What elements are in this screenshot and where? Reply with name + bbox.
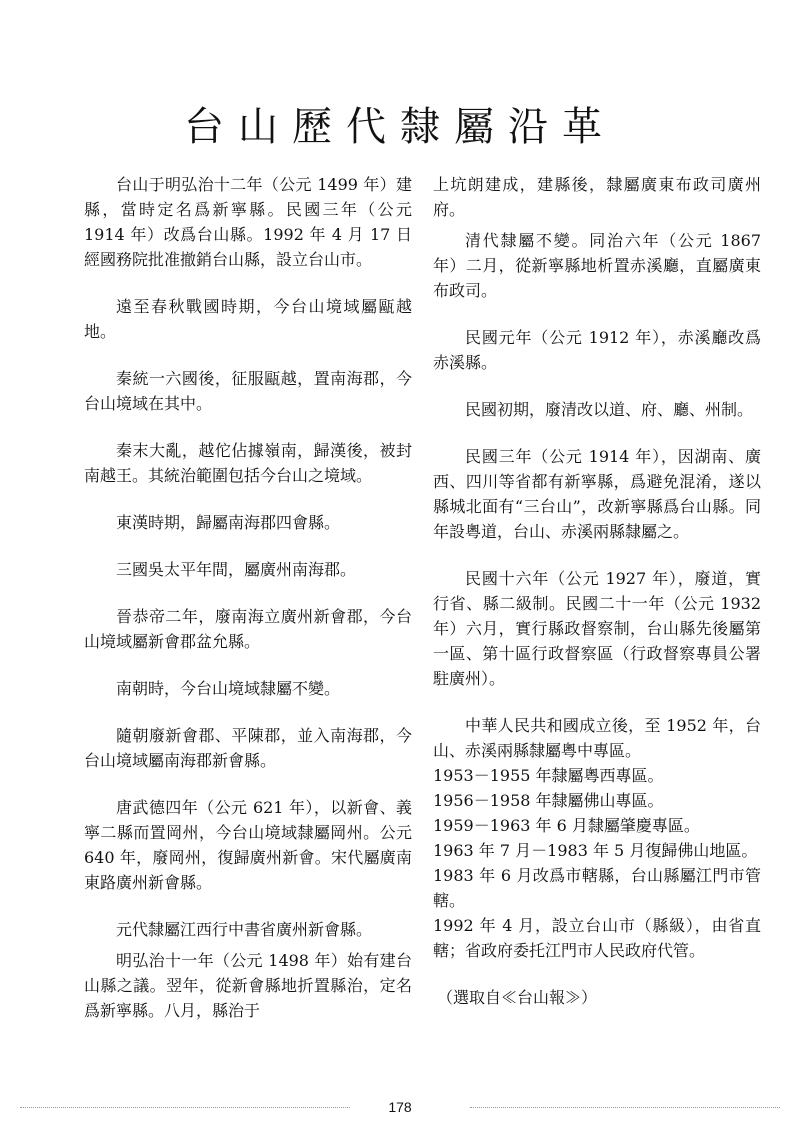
paragraph-minguo-1914: 民國三年（公元 1914 年），因湖南、廣西、四川等省都有新寧縣，爲避免混淆，遂以縣城北面有“三台山”，改新寧縣爲台山縣。同年設粵道，台山、赤溪兩縣隸屬之。 (433, 447, 761, 541)
left-column (84, 172, 412, 1023)
page-number: 178 (388, 1099, 412, 1115)
paragraph-three-kingdoms: 三國吳太平年間，屬廣州南海郡。 (116, 560, 357, 579)
timeline-item: 1983 年 6 月改爲市轄縣，台山縣屬江門市管轄。 (433, 866, 761, 910)
paragraph-prc: 中華人民共和國成立後，至 1952 年，台山、赤溪兩縣隸屬粵中專區。 (433, 716, 761, 760)
timeline-item: 1963 年 7 月－1983 年 5 月復歸佛山地區。 (433, 841, 758, 860)
paragraph-ming: 明弘治十一年（公元 1498 年）始有建台山縣之議。翌年，從新會縣地折置縣治，定名爲新寧縣。八月，縣治于 (84, 951, 412, 1020)
paragraph-ming-continued: 上坑朗建成，建縣後，隸屬廣東布政司廣州府。 (433, 175, 761, 219)
paragraph-minguo-1912: 民國元年（公元 1912 年），赤溪廳改爲赤溪縣。 (433, 328, 761, 372)
right-column (433, 172, 761, 1010)
page-title: 台山歷代隸屬沿革 (184, 104, 616, 150)
paragraph-eastern-han: 東漢時期，歸屬南海郡四會縣。 (116, 513, 341, 532)
timeline-item: 1992 年 4 月，設立台山市（縣級），由省直轄；省政府委托江門市人民政府代管。 (433, 916, 761, 960)
paragraph-qin-unification: 秦統一六國後，征服甌越，置南海郡，今台山境域在其中。 (84, 369, 412, 413)
timeline-item: 1959－1963 年 6 月隸屬肇慶專區。 (433, 816, 700, 835)
paragraph-sui: 隨朝廢新會郡、平陳郡，並入南海郡，今台山境域屬南海郡新會縣。 (84, 726, 412, 770)
paragraph-spring-autumn: 遠至春秋戰國時期，今台山境域屬甌越地。 (84, 297, 412, 341)
paragraph-founding: 台山于明弘治十二年（公元 1499 年）建縣，當時定名爲新寧縣。民國三年（公元 1914 年）改爲台山縣。1992 年 4 月 17 日經國務院批准撤銷台山縣，設立台山市。 (84, 175, 412, 269)
paragraph-early-republic: 民國初期，廢清改以道、府、廳、州制。 (465, 400, 754, 419)
timeline-list (433, 763, 761, 963)
paragraph-qing: 清代隸屬不變。同治六年（公元 1867 年）二月，從新寧縣地析置赤溪廳，直屬廣東布政司。 (433, 231, 761, 300)
paragraph-jin: 晉恭帝二年，廢南海立廣州新會郡，今台山境域屬新會郡盆允縣。 (84, 607, 412, 651)
paragraph-minguo-1927: 民國十六年（公元 1927 年），廢道，實行省、縣二級制。民國二十一年（公元 1932 年）六月，實行縣政督察制，台山縣先後屬第一區、第十區行政督察區（行政督察專員公署駐廣州）。 (433, 569, 761, 688)
timeline-item: 1953－1955 年隸屬粵西專區。 (433, 766, 664, 785)
paragraph-southern-dynasties: 南朝時，今台山境域隸屬不變。 (116, 679, 341, 698)
source-citation: （選取自≪台山報≫） (437, 988, 598, 1007)
paragraph-yuan: 元代隸屬江西行中書省廣州新會縣。 (116, 920, 373, 939)
timeline-item: 1956－1958 年隸屬佛山專區。 (433, 791, 664, 810)
paragraph-tang-song: 唐武德四年（公元 621 年），以新會、義寧二縣而置岡州，今台山境域隸屬岡州。公元 640 年，廢岡州，復歸廣州新會。宋代屬廣南東路廣州新會縣。 (84, 798, 412, 892)
paragraph-nanyue: 秦末大亂，越佗佔據嶺南，歸漢後，被封南越王。其統治範圍包括今台山之境域。 (84, 441, 412, 485)
